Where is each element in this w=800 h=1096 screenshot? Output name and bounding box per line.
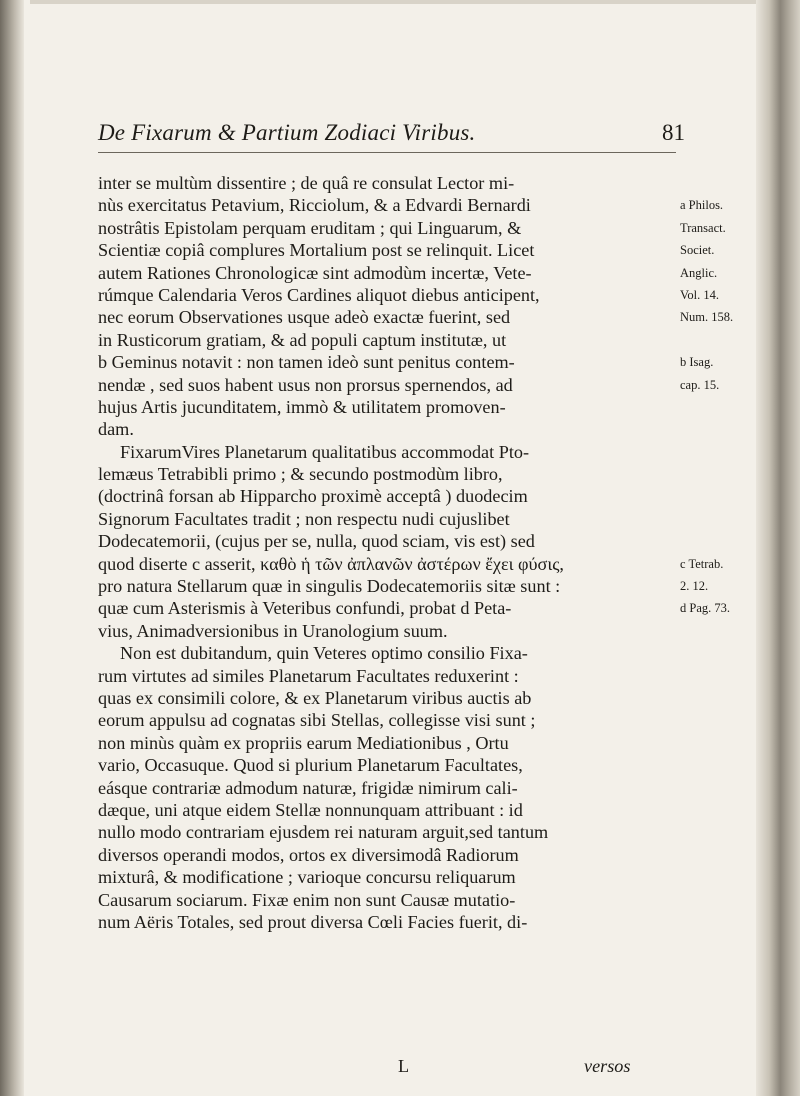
text-line: (doctrinâ forsan ab Hipparcho proximè acceptâ ) duodecim xyxy=(98,486,528,507)
text-line: lemæus Tetrabibli primo ; & secundo postmodùm libro, xyxy=(98,464,503,485)
text-line: num Aëris Totales, sed prout diversa Cœli Facies fuerit, di- xyxy=(98,911,528,932)
text-line: hujus Artis jucunditatem, immò & utilitatem promoven- xyxy=(98,396,506,417)
text-line: Dodecatemorii, (cujus per se, nulla, quod sciam, vis est) sed xyxy=(98,531,535,552)
page-number: 81 xyxy=(662,120,685,145)
text-line: FixarumVires Planetarum qualitatibus accommodat Pto- xyxy=(120,441,530,462)
text-line: Signorum Facultates tradit ; non respectu nudi cujuslibet xyxy=(98,508,510,529)
page-fore-edge xyxy=(756,0,800,1096)
margin-note: d Pag. 73. xyxy=(680,601,730,616)
text-line: nùs exercitatus Petavium, Ricciolum, & a Edvardi Bernardi xyxy=(98,195,531,216)
text-line: non minùs quàm ex propriis earum Mediationibus , Ortu xyxy=(98,732,509,753)
margin-note: b Isag. xyxy=(680,355,714,370)
text-line: rúmque Calendaria Veros Cardines aliquot diebus anticipent, xyxy=(98,284,540,305)
margin-note xyxy=(680,508,758,530)
margin-notes xyxy=(680,172,758,620)
margin-note: Num. 158. xyxy=(680,310,734,325)
signature-mark: L xyxy=(398,1056,410,1076)
margin-note xyxy=(680,396,758,418)
text-line: quod diserte c asserit, καθὸ ἡ τῶν ἀπλανῶν ἀστέρων ἔχει φύσις, xyxy=(98,553,564,574)
page-gutter-shadow xyxy=(0,0,24,1096)
margin-note xyxy=(680,530,758,552)
page-footer xyxy=(98,1056,676,1076)
text-line: eásque contrariæ admodum naturæ, frigidæ nimirum cali- xyxy=(98,777,518,798)
text-line: quas ex consimili colore, & ex Planetarum viribus auctis ab xyxy=(98,687,532,708)
text-line: Non est dubitandum, quin Veteres optimo consilio Fixa- xyxy=(120,643,528,664)
text-line: inter se multùm dissentire ; de quâ re consulat Lector mi- xyxy=(98,173,515,193)
header-rule xyxy=(98,152,676,153)
margin-note: Vol. 14. xyxy=(680,287,720,302)
text-line: vius, Animadversionibus in Uranologium suum. xyxy=(98,620,448,641)
text-line: nostrâtis Epistolam perquam eruditam ; qui Linguarum, & xyxy=(98,217,522,238)
text-line: Scientiæ copiâ complures Mortalium post se relinquit. Licet xyxy=(98,240,535,261)
margin-note: c Tetrab. xyxy=(680,556,724,571)
margin-note xyxy=(680,441,758,463)
text-line: in Rusticorum gratiam, & ad populi captum institutæ, ut xyxy=(98,329,507,350)
running-head: De Fixarum & Partium Zodiaci Viribus. xyxy=(98,120,476,145)
text-line: nendæ , sed suos habent usus non prorsus spernendos, ad xyxy=(98,374,513,395)
text-line: rum virtutes ad similes Planetarum Facultates reduxerint : xyxy=(98,665,519,686)
text-line: vario, Occasuque. Quod si plurium Planetarum Facultates, xyxy=(98,755,523,776)
text-line: pro natura Stellarum quæ in singulis Dodecatemoriis sitæ sunt : xyxy=(98,576,561,597)
text-line: mixturâ, & modificatione ; varioque concursu reliquarum xyxy=(98,867,516,888)
margin-note xyxy=(680,463,758,485)
margin-note xyxy=(680,172,758,194)
text-line: dam. xyxy=(98,419,134,440)
text-line: Causarum sociarum. Fixæ enim non sunt Causæ mutatio- xyxy=(98,889,516,910)
margin-note xyxy=(680,418,758,440)
text-line: diversos operandi modos, ortos ex diversimodâ Radiorum xyxy=(98,844,519,865)
page-header xyxy=(0,120,800,160)
margin-note: Societ. xyxy=(680,243,715,258)
text-line: autem Rationes Chronologicæ sint admodùm incertæ, Vete- xyxy=(98,262,532,283)
text-line: eorum appulsu ad cognatas sibi Stellas, collegisse visi sunt ; xyxy=(98,710,536,731)
text-line: quæ cum Asterismis à Veteribus confundi, probat d Peta- xyxy=(98,598,512,619)
text-line: dæque, uni atque eidem Stellæ nonnunquam attribuant : id xyxy=(98,799,523,820)
text-line: nullo modo contrariam ejusdem rei naturam arguit,sed tantum xyxy=(98,822,549,843)
margin-note: a Philos. xyxy=(680,198,724,213)
text-line: b Geminus notavit : non tamen ideò sunt penitus contem- xyxy=(98,352,515,373)
margin-note: 2. 12. xyxy=(680,579,709,594)
margin-note: Transact. xyxy=(680,220,726,235)
text-line: nec eorum Observationes usque adeò exactæ fuerint, sed xyxy=(98,307,511,328)
body-text xyxy=(98,172,676,933)
margin-note: cap. 15. xyxy=(680,377,720,392)
margin-note xyxy=(680,485,758,507)
margin-note: Anglic. xyxy=(680,265,718,280)
margin-note xyxy=(680,329,758,351)
catchword: versos xyxy=(584,1056,631,1076)
page-top-edge xyxy=(30,0,760,4)
